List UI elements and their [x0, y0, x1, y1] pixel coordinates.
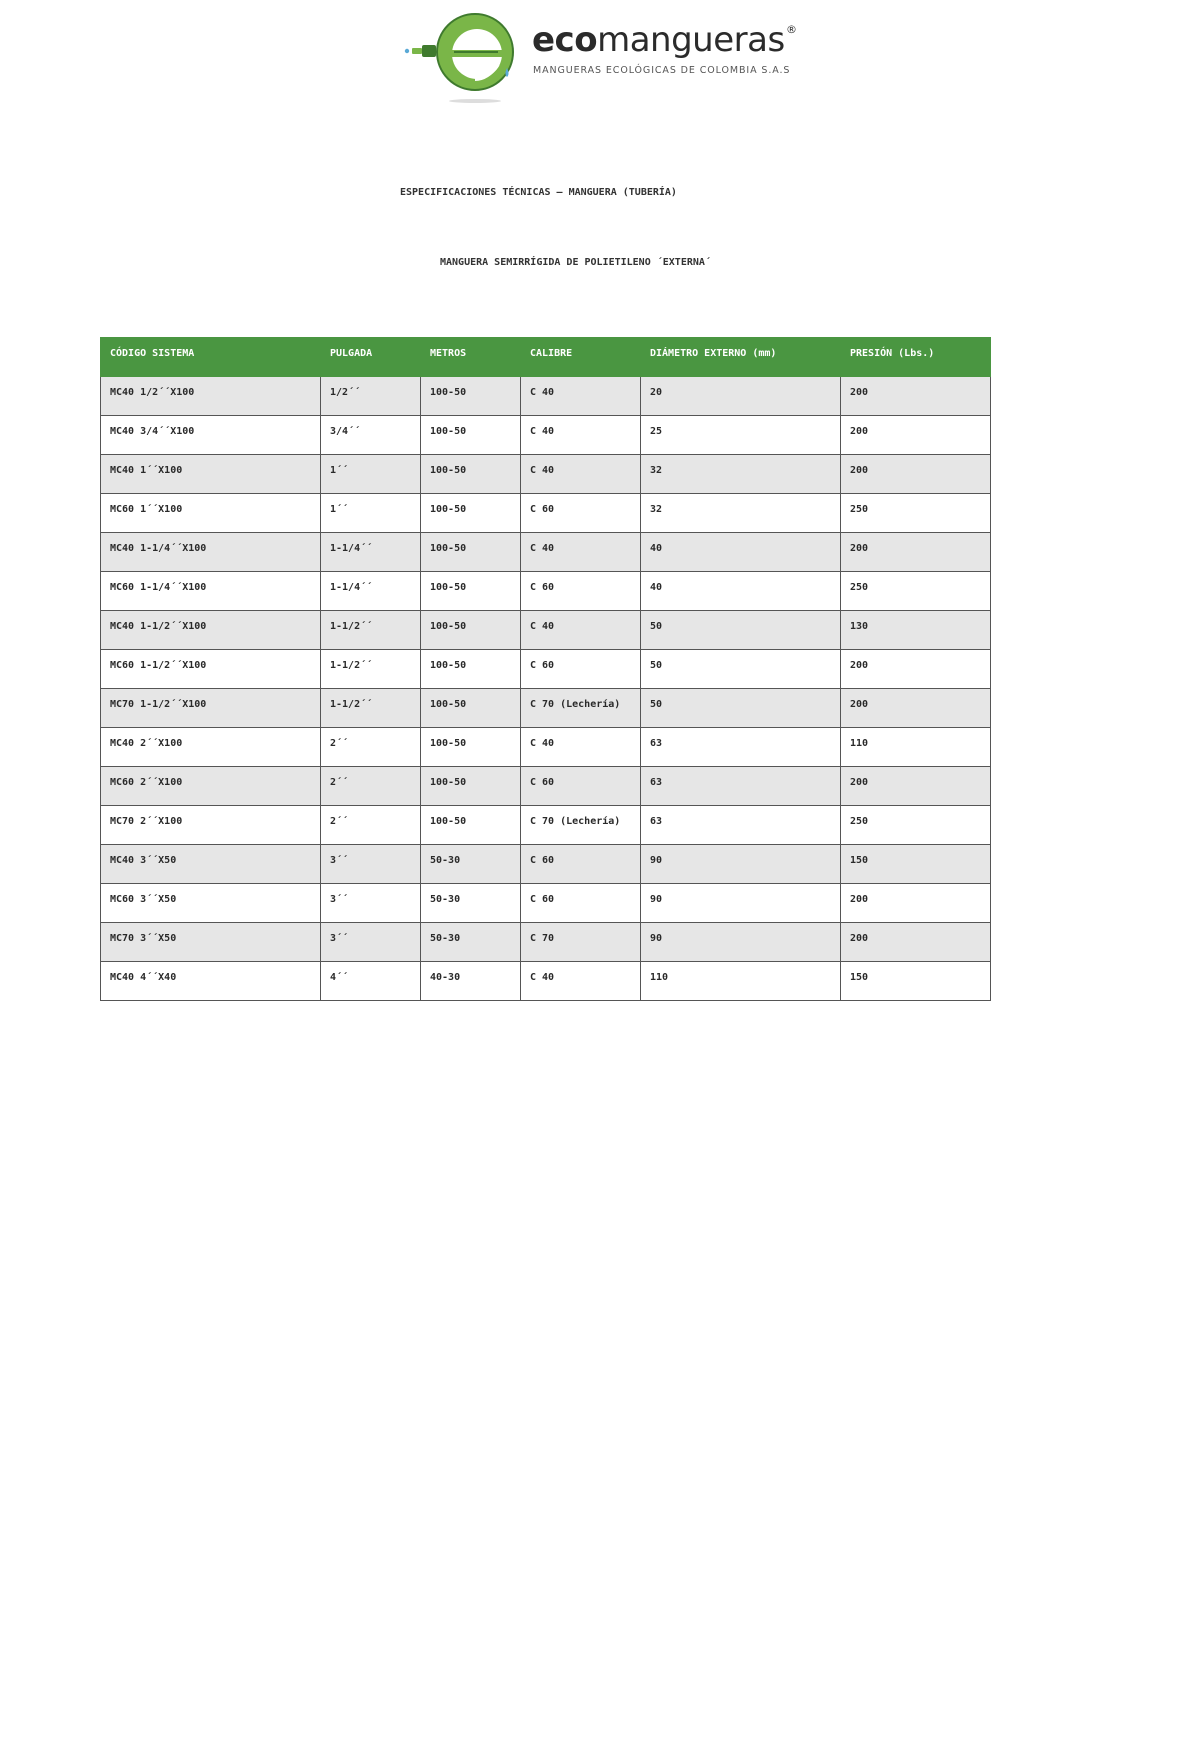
table-row — [101, 611, 991, 650]
table-cell: 250 — [841, 572, 991, 611]
table-cell: 1-1/2´´ — [321, 611, 421, 650]
table-row — [101, 455, 991, 494]
table-cell: MC40 2´´X100 — [101, 728, 321, 767]
table-cell: MC60 1´´X100 — [101, 494, 321, 533]
table-cell: 100-50 — [421, 806, 521, 845]
table-cell: 32 — [641, 455, 841, 494]
table-cell: 200 — [841, 884, 991, 923]
table-row — [101, 494, 991, 533]
table-cell: 100-50 — [421, 377, 521, 416]
table-header-row — [101, 338, 991, 377]
table-cell: 40 — [641, 533, 841, 572]
table-row — [101, 689, 991, 728]
table-cell: 40 — [641, 572, 841, 611]
column-header: DIÁMETRO EXTERNO (mm) — [641, 338, 841, 377]
table-row — [101, 845, 991, 884]
table-cell: C 60 — [521, 650, 641, 689]
table-cell: 2´´ — [321, 767, 421, 806]
table-cell: 50-30 — [421, 923, 521, 962]
table-cell: 100-50 — [421, 416, 521, 455]
table-cell: 100-50 — [421, 611, 521, 650]
table-cell: 200 — [841, 650, 991, 689]
table-cell: C 40 — [521, 962, 641, 1001]
table-cell: MC40 3/4´´X100 — [101, 416, 321, 455]
specifications-table — [100, 337, 991, 1001]
table-cell: 100-50 — [421, 650, 521, 689]
table-cell: C 40 — [521, 611, 641, 650]
document-subtitle: MANGUERA SEMIRRÍGIDA DE POLIETILENO ´EXTERNA´ — [440, 257, 711, 268]
table-row — [101, 650, 991, 689]
table-cell: 110 — [841, 728, 991, 767]
table-cell: 250 — [841, 806, 991, 845]
table-cell: C 60 — [521, 767, 641, 806]
table-cell: C 70 — [521, 923, 641, 962]
table-cell: 25 — [641, 416, 841, 455]
table-cell: 2´´ — [321, 806, 421, 845]
table-cell: 40-30 — [421, 962, 521, 1001]
column-header: METROS — [421, 338, 521, 377]
table-cell: MC70 1-1/2´´X100 — [101, 689, 321, 728]
table-row — [101, 533, 991, 572]
table-cell: C 70 (Lechería) — [521, 689, 641, 728]
table-cell: MC70 3´´X50 — [101, 923, 321, 962]
table-cell: MC70 2´´X100 — [101, 806, 321, 845]
table-cell: C 40 — [521, 533, 641, 572]
table-row — [101, 884, 991, 923]
table-cell: 63 — [641, 767, 841, 806]
table-body — [101, 377, 991, 1001]
table-cell: 200 — [841, 377, 991, 416]
table-cell: C 60 — [521, 884, 641, 923]
table-cell: MC40 1/2´´X100 — [101, 377, 321, 416]
table-row — [101, 572, 991, 611]
table-row — [101, 416, 991, 455]
table-cell: 250 — [841, 494, 991, 533]
table-cell: 3´´ — [321, 845, 421, 884]
table-cell: 100-50 — [421, 572, 521, 611]
table-cell: 100-50 — [421, 494, 521, 533]
table-cell: 4´´ — [321, 962, 421, 1001]
table-cell: C 60 — [521, 845, 641, 884]
table-cell: 90 — [641, 884, 841, 923]
table-cell: 100-50 — [421, 767, 521, 806]
table-cell: 20 — [641, 377, 841, 416]
table-cell: 200 — [841, 923, 991, 962]
table-cell: 200 — [841, 767, 991, 806]
column-header: CALIBRE — [521, 338, 641, 377]
table-cell: C 40 — [521, 455, 641, 494]
table-cell: 1´´ — [321, 455, 421, 494]
table-cell: 110 — [641, 962, 841, 1001]
table-cell: 3´´ — [321, 884, 421, 923]
table-cell: 1/2´´ — [321, 377, 421, 416]
table-cell: 100-50 — [421, 533, 521, 572]
table-cell: 200 — [841, 533, 991, 572]
table-row — [101, 377, 991, 416]
table-cell: 50-30 — [421, 845, 521, 884]
table-cell: C 70 (Lechería) — [521, 806, 641, 845]
table-cell: 50 — [641, 611, 841, 650]
company-logo — [402, 8, 802, 108]
logo-hose-icon — [402, 8, 522, 108]
table-cell: MC40 1´´X100 — [101, 455, 321, 494]
table-cell: MC60 2´´X100 — [101, 767, 321, 806]
table-cell: 50 — [641, 650, 841, 689]
table-cell: 100-50 — [421, 728, 521, 767]
table-cell: MC40 4´´X40 — [101, 962, 321, 1001]
table-cell: 150 — [841, 845, 991, 884]
registered-mark: ® — [786, 23, 797, 36]
table-cell: 3´´ — [321, 923, 421, 962]
table-cell: 1´´ — [321, 494, 421, 533]
table-row — [101, 962, 991, 1001]
table-row — [101, 728, 991, 767]
table-cell: 200 — [841, 455, 991, 494]
table-cell: MC60 1-1/4´´X100 — [101, 572, 321, 611]
table-row — [101, 767, 991, 806]
column-header: PRESIÓN (Lbs.) — [841, 338, 991, 377]
table-row — [101, 923, 991, 962]
table-cell: 90 — [641, 845, 841, 884]
table-cell: 1-1/2´´ — [321, 689, 421, 728]
table-row — [101, 806, 991, 845]
table-cell: 90 — [641, 923, 841, 962]
table-cell: C 60 — [521, 494, 641, 533]
table-cell: 200 — [841, 416, 991, 455]
table-cell: C 40 — [521, 377, 641, 416]
brand-tagline: MANGUERAS ECOLÓGICAS DE COLOMBIA S.A.S — [533, 65, 791, 76]
column-header: PULGADA — [321, 338, 421, 377]
table-cell: 1-1/4´´ — [321, 533, 421, 572]
table-cell: MC60 3´´X50 — [101, 884, 321, 923]
table-cell: 100-50 — [421, 689, 521, 728]
table-cell: 100-50 — [421, 455, 521, 494]
table-cell: MC60 1-1/2´´X100 — [101, 650, 321, 689]
table-cell: 130 — [841, 611, 991, 650]
table-cell: 200 — [841, 689, 991, 728]
table-cell: 1-1/4´´ — [321, 572, 421, 611]
table-cell: C 40 — [521, 728, 641, 767]
document-title: ESPECIFICACIONES TÉCNICAS – MANGUERA (TUBERÍA) — [400, 187, 677, 198]
table-cell: C 40 — [521, 416, 641, 455]
table-cell: MC40 3´´X50 — [101, 845, 321, 884]
column-header: CÓDIGO SISTEMA — [101, 338, 321, 377]
table-cell: MC40 1-1/2´´X100 — [101, 611, 321, 650]
table-cell: 63 — [641, 806, 841, 845]
table-cell: 63 — [641, 728, 841, 767]
table-cell: C 60 — [521, 572, 641, 611]
table-cell: 150 — [841, 962, 991, 1001]
brand-name: ecomangueras — [532, 20, 785, 60]
table-cell: 2´´ — [321, 728, 421, 767]
table-cell: MC40 1-1/4´´X100 — [101, 533, 321, 572]
table-cell: 3/4´´ — [321, 416, 421, 455]
table-cell: 50 — [641, 689, 841, 728]
table-cell: 32 — [641, 494, 841, 533]
table-cell: 50-30 — [421, 884, 521, 923]
table-cell: 1-1/2´´ — [321, 650, 421, 689]
